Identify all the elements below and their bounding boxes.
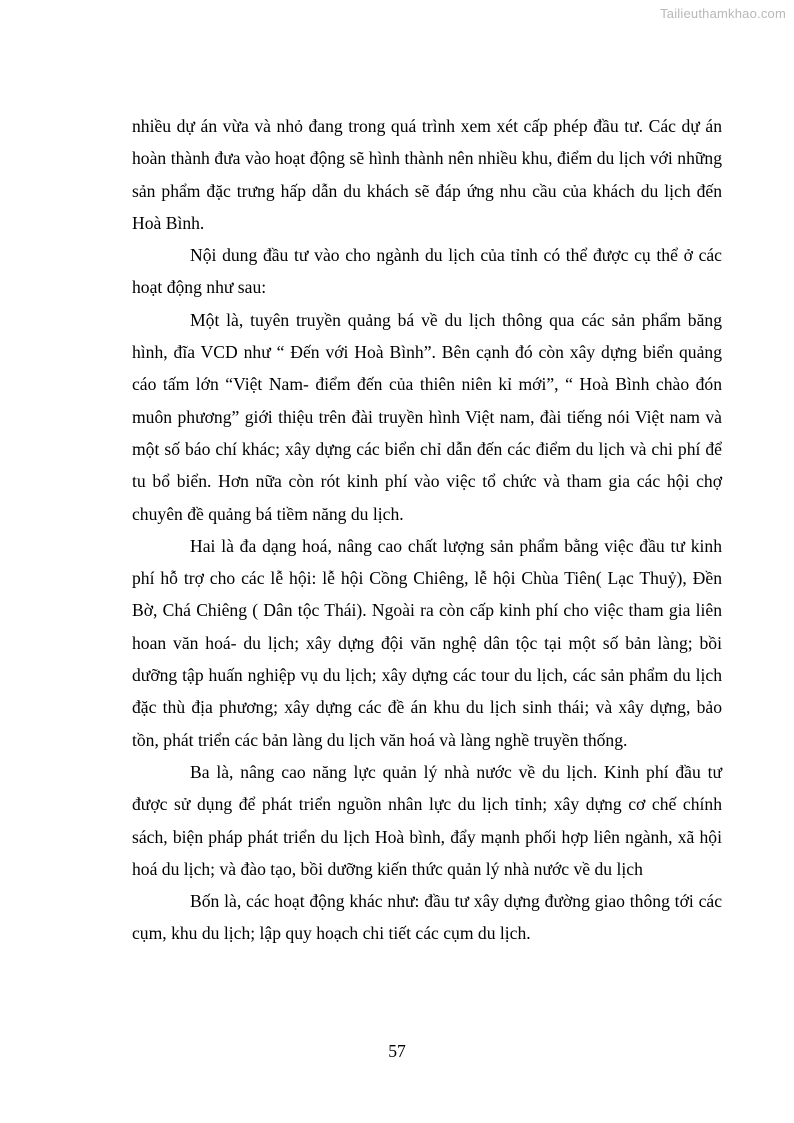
paragraph-fourth-other: Bốn là, các hoạt động khác như: đầu tư xây dựng đường giao thông tới các cụm, khu du lịch; lập quy hoạch chi tiết các cụm du lịch. — [132, 891, 722, 944]
paragraph-second-diversification: Hai là đa dạng hoá, nâng cao chất lượng sản phẩm bằng việc đầu tư kinh phí hỗ trợ cho các lễ hội: lễ hội Cồng Chiêng, lễ hội Chùa Tiên( Lạc Thuỷ), Đền Bờ, Chá Chiêng ( Dân tộc Thái). Ngoài ra còn cấp kinh phí cho việc tham gia liên hoan văn hoá- du lịch; xây dựng đội văn nghệ dân tộc tại một số bản làng; bồi dưỡng tập huấn nghiệp vụ du lịch; xây dựng các tour du lịch, các sản phẩm du lịch đặc thù địa phương; xây dựng các đề án khu du lịch sinh thái; và xây dựng, bảo tồn, phát triển các bản làng du lịch văn hoá và làng nghề truyền thống. — [132, 535, 722, 750]
paragraph-first-promotion: Một là, tuyên truyền quảng bá về du lịch thông qua các sản phẩm băng hình, đĩa VCD như “ Đến với Hoà Bình”. Bên cạnh đó còn xây dựng biển quảng cáo tấm lớn “Việt Nam- điểm đến của thiên niên kỉ mới”, “ Hoà Bình chào đón muôn phương” giới thiệu trên đài truyền hình Việt nam, đài tiếng nói Việt nam và một số báo chí khác; xây dựng các biển chỉ dẫn đến các điểm du lịch và chi phí để tu bổ biển. Hơn nữa còn rót kinh phí vào việc tổ chức và tham gia các hội chợ chuyên đề quảng bá tiềm năng du lịch. — [132, 309, 722, 524]
paragraph-third-management: Ba là, nâng cao năng lực quản lý nhà nước về du lịch. Kinh phí đầu tư được sử dụng để phát triển nguồn nhân lực du lịch tỉnh; xây dựng cơ chế chính sách, biện pháp phát triển du lịch Hoà bình, đẩy mạnh phối hợp liên ngành, xã hội hoá du lịch; và đào tạo, bồi dưỡng kiến thức quản lý nhà nước về du lịch — [132, 761, 722, 879]
document-body — [132, 110, 722, 950]
paragraph-investment-content: Nội dung đầu tư vào cho ngành du lịch của tỉnh có thể được cụ thể ở các hoạt động như sau: — [132, 245, 722, 298]
paragraph-continuation: nhiều dự án vừa và nhỏ đang trong quá trình xem xét cấp phép đầu tư. Các dự án hoàn thành đưa vào hoạt động sẽ hình thành nên nhiều khu, điểm du lịch với những sản phẩm đặc trưng hấp dẫn du khách sẽ đáp ứng nhu cầu của khách du lịch đến Hoà Bình. — [132, 116, 722, 233]
watermark: Tailieuthamkhao.com — [660, 6, 786, 21]
page-number: 57 — [388, 1041, 406, 1061]
